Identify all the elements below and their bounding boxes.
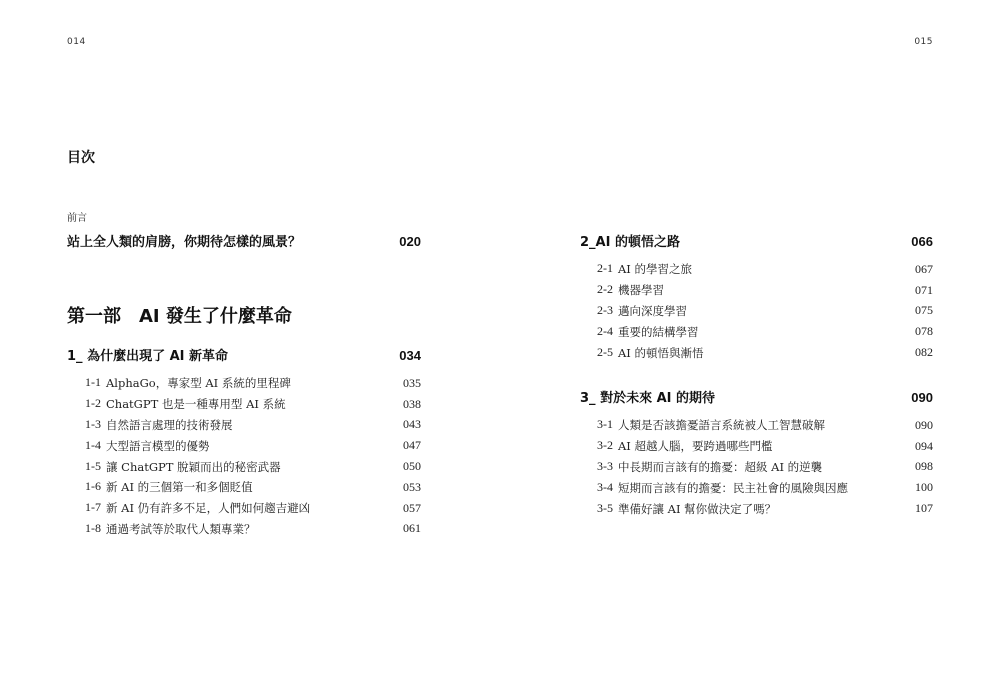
- section-list: [597, 259, 933, 363]
- section-code: 3-5: [597, 500, 613, 515]
- section-title: 自然語言處理的技術發展: [106, 417, 233, 432]
- section-entry: [597, 259, 933, 280]
- page-number-left: 014: [67, 37, 86, 47]
- section-entry: [85, 373, 421, 394]
- section-entry: [597, 342, 933, 363]
- section-page: 094: [915, 438, 933, 453]
- section-code: 2-2: [597, 282, 613, 297]
- chapter-page: 066: [911, 234, 933, 249]
- section-page: 071: [915, 282, 933, 297]
- section-code: 1-4: [85, 437, 101, 452]
- section-code: 2-5: [597, 344, 613, 359]
- section-title: 新 AI 仍有許多不足，人們如何趨吉避凶: [106, 501, 311, 516]
- section-entry: [85, 456, 421, 477]
- section-page: 082: [915, 345, 933, 360]
- chapter-title: 1_ 為什麼出現了 AI 新革命: [67, 349, 229, 364]
- section-title: 通過考試等於取代人類專業？: [106, 521, 256, 536]
- section-title: AI 的學習之旅: [618, 262, 693, 277]
- section-page: 038: [403, 396, 421, 411]
- section-code: 2-4: [597, 323, 613, 338]
- section-code: 3-4: [597, 479, 613, 494]
- preface-title: 站上全人類的肩膀，你期待怎樣的風景？: [67, 235, 302, 250]
- section-page: 107: [915, 501, 933, 516]
- section-title: 短期而言該有的擔憂：民主社會的風險與因應: [618, 480, 848, 495]
- section-entry: [597, 498, 933, 519]
- section-code: 3-1: [597, 417, 613, 432]
- section-page: 067: [915, 261, 933, 276]
- section-title: 大型語言模型的優勢: [106, 438, 210, 453]
- section-code: 3-2: [597, 438, 613, 453]
- chapter-heading: [580, 387, 933, 406]
- section-entry: [85, 498, 421, 519]
- section-code: 1-1: [85, 375, 101, 390]
- section-code: 1-3: [85, 416, 101, 431]
- section-entry: [85, 477, 421, 498]
- chapter-title: 3_ 對於未來 AI 的期待: [580, 391, 716, 406]
- chapter-heading: [580, 231, 933, 250]
- section-entry: [597, 280, 933, 301]
- section-page: 078: [915, 324, 933, 339]
- section-code: 2-1: [597, 261, 613, 276]
- section-code: 1-2: [85, 396, 101, 411]
- section-title: 邁向深度學習: [618, 303, 687, 318]
- section-page: 035: [403, 375, 421, 390]
- chapter-heading: [67, 345, 421, 364]
- section-page: 043: [403, 417, 421, 432]
- section-entry: [85, 394, 421, 415]
- section-entry: [85, 435, 421, 456]
- section-page: 061: [403, 521, 421, 536]
- section-title: AI 的頓悟與漸悟: [618, 345, 704, 360]
- toc-title: 目次: [67, 150, 95, 166]
- section-title: AI 超越人腦，要跨過哪些門檻: [618, 439, 773, 454]
- part-title: 第一部 AI 發生了什麼革命: [67, 306, 292, 327]
- section-list: [597, 415, 933, 519]
- section-entry: [85, 519, 421, 540]
- section-page: 053: [403, 479, 421, 494]
- chapter-page: 090: [911, 390, 933, 405]
- section-title: 準備好讓 AI 幫你做決定了嗎？: [618, 501, 777, 516]
- section-page: 050: [403, 459, 421, 474]
- section-page: 090: [915, 417, 933, 432]
- section-entry: [597, 457, 933, 478]
- page-number-right: 015: [914, 37, 933, 47]
- section-code: 2-3: [597, 302, 613, 317]
- section-entry: [597, 301, 933, 322]
- section-code: 3-3: [597, 458, 613, 473]
- section-entry: [597, 321, 933, 342]
- section-code: 1-6: [85, 479, 101, 494]
- section-entry: [85, 415, 421, 436]
- chapter-title: 2_AI 的頓悟之路: [580, 235, 680, 250]
- preface-page: 020: [399, 234, 421, 249]
- section-page: 047: [403, 438, 421, 453]
- section-page: 075: [915, 303, 933, 318]
- section-title: 讓 ChatGPT 脫穎而出的秘密武器: [106, 459, 281, 474]
- preface-label: 前言: [67, 213, 87, 224]
- section-list: [85, 373, 421, 539]
- section-page: 057: [403, 500, 421, 515]
- section-page: 100: [915, 480, 933, 495]
- section-entry: [597, 415, 933, 436]
- chapter-page: 034: [399, 348, 421, 363]
- section-title: 中長期而言該有的擔憂：超級 AI 的逆襲: [618, 459, 823, 474]
- section-title: 新 AI 的三個第一和多個貶值: [106, 480, 253, 495]
- section-title: 重要的結構學習: [618, 324, 699, 339]
- section-entry: [597, 477, 933, 498]
- section-code: 1-7: [85, 500, 101, 515]
- section-entry: [597, 436, 933, 457]
- section-page: 098: [915, 459, 933, 474]
- section-title: 機器學習: [618, 283, 664, 298]
- section-code: 1-8: [85, 520, 101, 535]
- section-title: AlphaGo，專家型 AI 系統的里程碑: [106, 376, 291, 391]
- section-code: 1-5: [85, 458, 101, 473]
- section-title: 人類是否該擔憂語言系統被人工智慧破解: [618, 418, 825, 433]
- preface-entry: [67, 231, 421, 250]
- section-title: ChatGPT 也是一種專用型 AI 系統: [106, 397, 286, 412]
